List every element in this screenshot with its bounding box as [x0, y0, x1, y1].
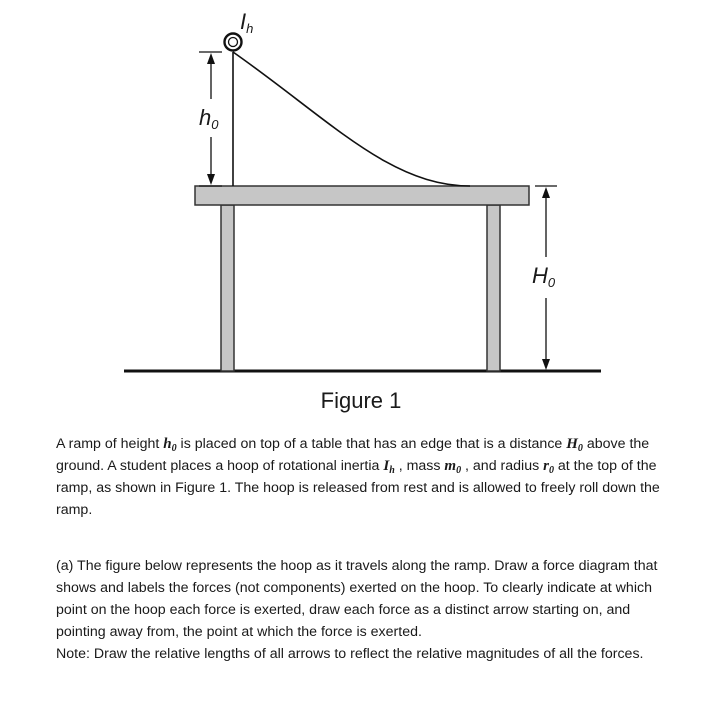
- ramp-curve: [233, 52, 470, 186]
- table-height-label: H0: [532, 263, 556, 290]
- intro-paragraph: A ramp of height $h_0$ is placed on top of a table that has an edge that is a distance $H_0$ above the ground. A student places a hoop of rotational inertia $I_h$ , mass $m_0$ , and radius $r_0$ at the top of the ramp, as shown in Figure 1. The hoop is released from rest and is allowed to freely roll down the ramp.: [56, 436, 660, 518]
- h0-arrowhead-down: [207, 174, 215, 185]
- H0-arrowhead-up: [542, 187, 550, 198]
- hoop-label: Ih: [240, 9, 254, 36]
- symbol-h0: $h_0$: [163, 436, 177, 454]
- symbol-m0: $m_0$: [444, 458, 462, 476]
- symbol-Ih: $I_h$: [383, 458, 395, 476]
- table-leg-left: [221, 205, 234, 371]
- H0-arrowhead-down: [542, 359, 550, 370]
- part-a-note: Note: Draw the relative lengths of all arrows to reflect the relative magnitudes of all the forces.: [56, 646, 644, 662]
- part-a-question: (a) The figure below represents the hoop as it travels along the ramp. Draw a force diagram that shows and labels the forces (not components) exerted on the hoop. To clearly indicate at which point on the hoop each force is exerted, draw each force as a distinct arrow starting on, and pointing away from, the point at which the force is exerted.: [56, 558, 658, 640]
- h0-arrowhead-up: [207, 53, 215, 64]
- table-top: [195, 186, 529, 205]
- hoop: [225, 34, 242, 51]
- symbol-H0: $H_0$: [566, 436, 583, 454]
- figure-caption: Figure 1: [320, 388, 402, 413]
- ramp-height-label: h0: [199, 105, 219, 132]
- symbol-r0: $r_0$: [543, 458, 554, 476]
- table-leg-right: [487, 205, 500, 371]
- part-a-block: [56, 555, 676, 665]
